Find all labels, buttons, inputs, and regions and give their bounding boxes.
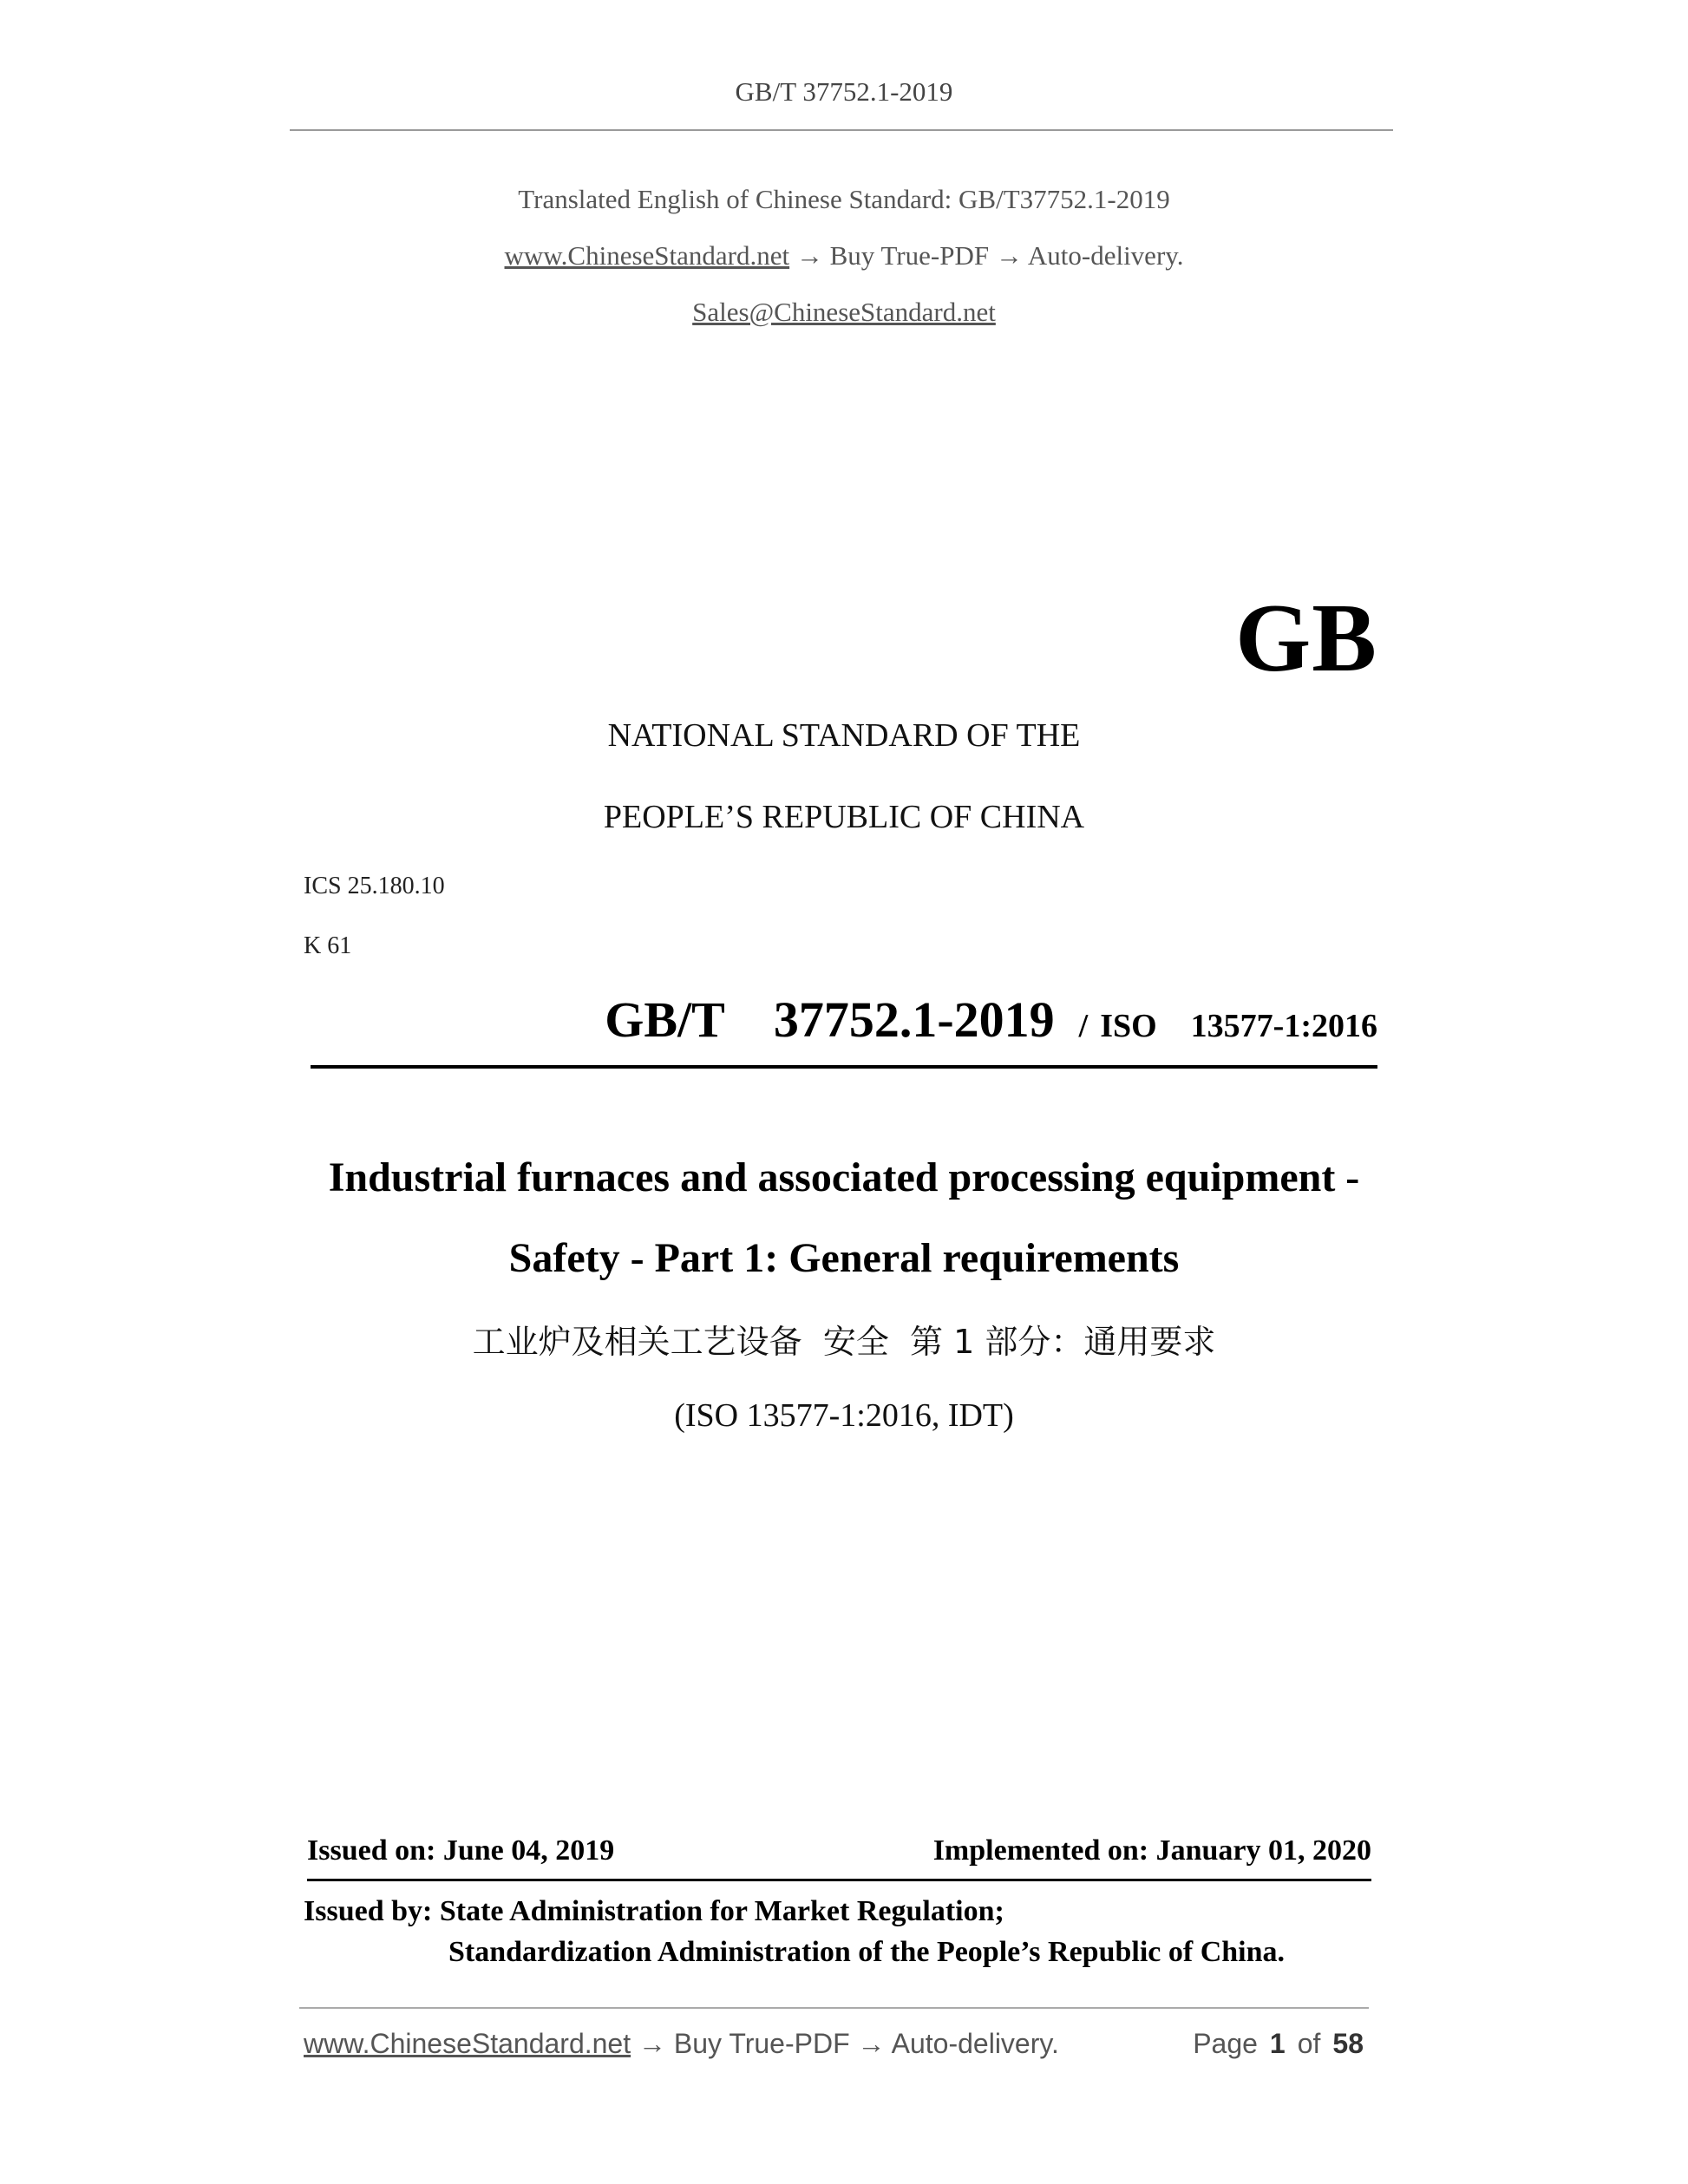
ics-code: ICS 25.180.10: [304, 873, 445, 899]
promo-line: [0, 240, 1688, 271]
standard-number-divider: [311, 1065, 1377, 1069]
issued-by-line-2: Standardization Administration of the People’s Republic of China.: [448, 1936, 1286, 1968]
issue-divider: [307, 1879, 1371, 1881]
issued-on-date: Issued on: June 04, 2019: [307, 1834, 615, 1867]
translated-notice: Translated English of Chinese Standard: GB/T37752.1-2019: [518, 184, 1170, 214]
issued-by-line-1: Issued by: State Administration for Market Regulation;: [304, 1895, 1004, 1927]
footer-promo: [304, 2028, 1059, 2060]
chinese-title: 工业炉及相关工艺设备 安全 第 1 部分：通用要求: [472, 1323, 1216, 1361]
iso-equivalence: (ISO 13577-1:2016, IDT): [674, 1397, 1014, 1434]
footer-chinesestandard-link[interactable]: www.ChineseStandard.net: [304, 2028, 631, 2059]
gb-mark: GB: [1235, 585, 1377, 692]
title-line-2: Safety - Part 1: General requirements: [508, 1235, 1180, 1281]
chinesestandard-link[interactable]: www.ChineseStandard.net: [504, 240, 790, 271]
page-label: Page: [1193, 2028, 1258, 2059]
title-line-1: Industrial furnaces and associated processing equipment -: [328, 1154, 1360, 1200]
page-number: 1: [1269, 2028, 1286, 2059]
total-pages: 58: [1332, 2028, 1364, 2059]
header-divider: [290, 129, 1393, 131]
classification-code: K 61: [304, 932, 352, 959]
sales-line: [0, 297, 1688, 328]
number-separator: /: [1078, 1008, 1089, 1044]
footer-promo-text: → Buy True-PDF → Auto-delivery.: [631, 2028, 1059, 2059]
iso-number: ISO 13577-1:2016: [1100, 1008, 1377, 1044]
standard-number-row: [605, 991, 1377, 1049]
running-header: GB/T 37752.1-2019: [735, 76, 953, 107]
national-standard-line-1: NATIONAL STANDARD OF THE: [607, 717, 1081, 754]
page-indicator: [1193, 2028, 1364, 2060]
sales-email-link[interactable]: Sales@ChineseStandard.net: [692, 297, 996, 327]
footer-divider: [299, 2007, 1369, 2009]
promo-text: → Buy True-PDF → Auto-delivery.: [789, 240, 1184, 271]
implemented-on-date: Implemented on: January 01, 2020: [932, 1834, 1371, 1867]
of-label: of: [1297, 2028, 1321, 2059]
standard-number: GB/T 37752.1-2019: [605, 991, 1055, 1048]
national-standard-line-2: PEOPLE’S REPUBLIC OF CHINA: [603, 799, 1085, 835]
